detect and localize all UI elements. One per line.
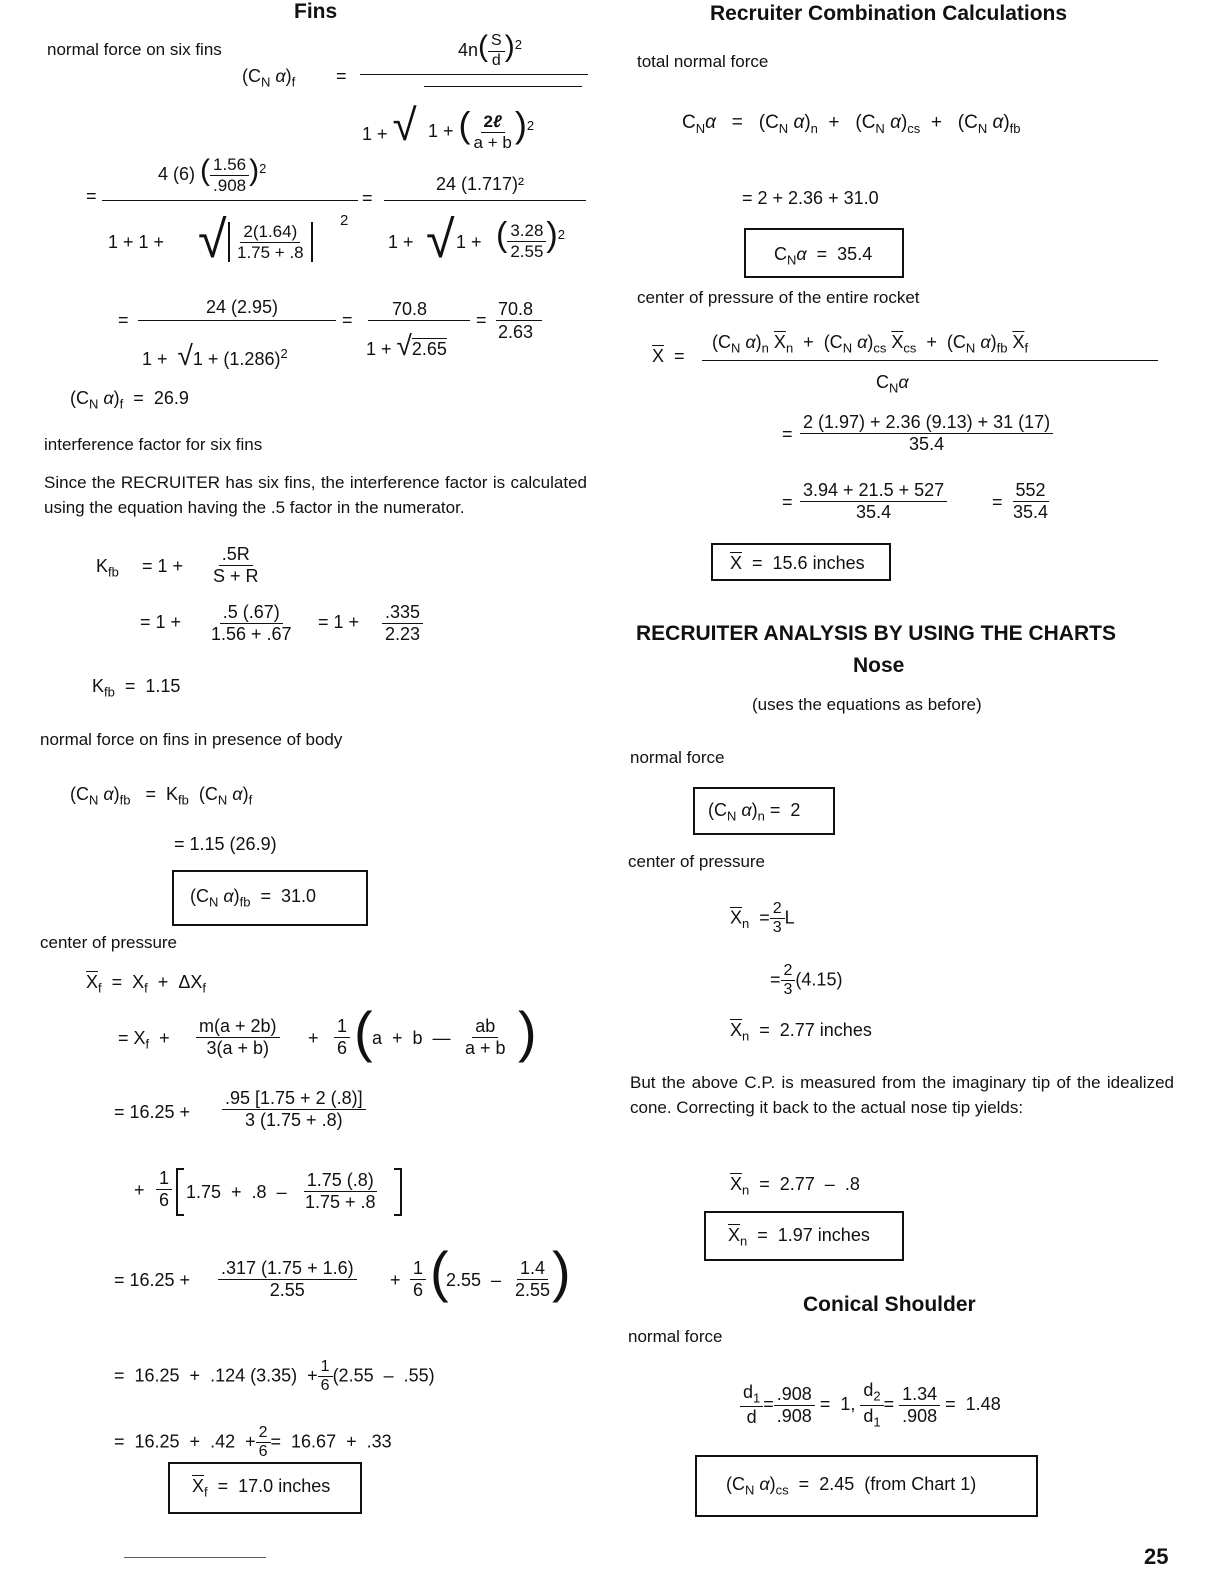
step3-bar xyxy=(138,320,336,321)
step3-numerator: 24 (2.95) xyxy=(206,297,279,317)
sqrt-symbol: √ xyxy=(198,211,227,269)
normal-force-label: normal force on six fins xyxy=(47,40,222,59)
eq-sign: = xyxy=(342,310,353,330)
kfb-eq2-a: = 1 + xyxy=(140,612,182,632)
xf-eq3-frac: $\frac{.95 [1.75 + 2 (.8)]}{3 (1.75 + .8)}$ xyxy=(222,1088,366,1130)
superscript-2: 2 xyxy=(340,212,349,229)
step2-bar xyxy=(384,200,586,201)
equals-sign: = xyxy=(336,66,347,86)
ratio-eq: $\frac{d_1}{d}$ = $\frac{.908}{.908}$ = 1, $\frac{d_2}{d_1}$ = $\frac{1.34}{.908}$ = 1.48 xyxy=(740,1380,1001,1430)
gen-denominator: 1 + √ xyxy=(362,101,417,150)
step4-denominator: 1 + √2.65 xyxy=(366,330,447,361)
xbar-numerator: ($C_N$ $\alpha)_n$ $\overline{X}_n + (C_N$ $\alpha)_{cs}$ $\overline{X}_{cs} + (C_N$ $\alpha)_{fb}$ $\overline{X}_f$ xyxy=(712,332,1029,356)
xf-eq6: = 16.25 + .124 (3.35) + $\frac{1}{6}$ (2.55 – .55) xyxy=(114,1358,435,1395)
nose-normal-force-label: normal force xyxy=(630,748,725,767)
xf-eq4-mid: 1.75 + .8 – xyxy=(186,1182,287,1202)
eq-sign: = xyxy=(992,492,1003,512)
cp-label: center of pressure xyxy=(40,933,178,952)
one-sixth: $\frac{1}{6}$ xyxy=(410,1258,426,1300)
step3-denominator: $1 + √1 + (1.286)^2$ xyxy=(142,340,288,371)
total-eq: $C_N\alpha = (C_N$ $\alpha)_n + (C_N$ $\alpha)_{cs} + (C_N$ $\alpha)_{fb}$ xyxy=(682,112,1021,136)
nose-cp-label: center of pressure xyxy=(628,852,766,871)
eq-sign: = xyxy=(86,186,97,206)
total-eq2: = 2 + 2.36 + 31.0 xyxy=(742,188,879,208)
xf-eq3-a: = 16.25 + xyxy=(114,1102,191,1122)
xn-eq3: $\overline{X}_n = 2.77$ inches xyxy=(730,1020,872,1044)
xbar-eq3-frac: $\frac{3.94 + 21.5 + 527}{35.4}$ xyxy=(800,480,947,522)
kfb-result: $K_{fb} = 1.15$ xyxy=(92,676,181,700)
xf-eq1: $\overline{X}_f = X_f + \Delta X_f$ xyxy=(86,972,206,996)
total-normal-force-label: total normal force xyxy=(637,52,769,71)
step4-bar xyxy=(368,320,470,321)
step1-bracket: $\frac{2(1.64)}{1.75 + .8}$ xyxy=(228,222,313,262)
xf-eq2-frac1: $\frac{m(a + 2b)}{3(a + b)}$ xyxy=(196,1016,280,1058)
kfb-eq1-frac: $\frac{.5R}{S + R}$ xyxy=(213,544,259,586)
eq-sign: = xyxy=(782,424,793,444)
bracket-close xyxy=(394,1168,402,1216)
eq-sign: = xyxy=(476,310,487,330)
xbar-lhs: $\overline{X}$ = xyxy=(652,346,685,366)
xf-eq5-a: = 16.25 + xyxy=(114,1270,191,1290)
one-sixth: $\frac{1}{6}$ xyxy=(334,1016,350,1058)
cs-result: ($C_N$ $\alpha)_{cs} = 2.45$ (from Chart 1) xyxy=(726,1474,977,1498)
kfb-eq1-a: = 1 + xyxy=(142,556,184,576)
xbar-bar xyxy=(702,360,1158,361)
fb-result: ($C_N$ $\alpha)_{fb} = 31.0$ xyxy=(190,886,317,910)
paren-close: ) xyxy=(518,1000,537,1063)
xf-eq5-frac: $\frac{.317 (1.75 + 1.6)}{2.55}$ xyxy=(218,1258,357,1300)
cna-f-result: ($C_N$ $\alpha)_f = 26.9$ xyxy=(70,388,189,412)
cna-f-lhs: ($C_N$ $\alpha)_f$ xyxy=(242,66,296,90)
nose-note: (uses the equations as before) xyxy=(752,695,982,714)
kfb-lhs: $K_{fb}$ xyxy=(96,556,119,580)
cp-entire-label: center of pressure of the entire rocket xyxy=(637,288,920,307)
total-result: $C_N\alpha = 35.4$ xyxy=(774,244,873,268)
xf-eq5-frac2: $\frac{1.4}{2.55}$ xyxy=(515,1258,551,1300)
plus-sign: + xyxy=(308,1028,319,1048)
shoulder-heading: Conical Shoulder xyxy=(803,1293,976,1316)
step2-den-a: 1 + xyxy=(388,232,414,252)
gen-numerator: 4n( $\frac{S}{d}$ )$^2$ xyxy=(458,30,522,69)
xn-result: $\overline{X}_n = 1.97$ inches xyxy=(728,1225,870,1249)
gen-fraction-bar xyxy=(360,74,588,75)
step1-numerator: 4 (6) ( $\frac{1.56}{.908}$ )$^2$ xyxy=(158,154,267,195)
eq-sign: = xyxy=(118,310,129,330)
step4-numerator: 70.8 xyxy=(392,299,428,319)
xf-eq2-a: = $X_f$ + xyxy=(118,1028,170,1052)
xn-eq1: $\overline{X}_n$ = $\frac{2}{3}$ L xyxy=(730,900,795,937)
step2-den-b: 1 + xyxy=(456,232,482,252)
bracket-open xyxy=(176,1168,184,1216)
nose-heading: Nose xyxy=(853,654,905,677)
step2-numerator: 24 (1.717)² xyxy=(436,174,525,194)
xf-result: $\overline{X}_f = 17.0$ inches xyxy=(192,1476,331,1500)
plus-sign: + xyxy=(390,1270,401,1290)
nose-paragraph: But the above C.P. is measured from the imaginary tip of the idealized cone. Correcting it back to the actual nose tip yields: xyxy=(630,1073,1174,1117)
sqrt-bar xyxy=(424,86,582,87)
one-sixth: $\frac{1}{6}$ xyxy=(156,1168,172,1210)
sqrt-symbol: √ xyxy=(426,211,455,269)
interference-label: interference factor for six fins xyxy=(44,435,263,454)
fins-body-label: normal force on fins in presence of body xyxy=(40,730,343,749)
xf-eq2-frac3: $\frac{ab}{a + b}$ xyxy=(465,1016,506,1058)
step1-den-a: 1 + 1 + xyxy=(108,232,165,252)
step5-numerator: 70.8 xyxy=(498,299,534,319)
xf-eq7: = 16.25 + .42 + $\frac{2}{6}$ = 16.67 + .33 xyxy=(114,1424,392,1461)
paren-open: ( xyxy=(430,1240,449,1303)
xbar-denominator: $C_N\alpha$ xyxy=(876,372,909,396)
nose-nf-result: ($C_N$ $\alpha)_n = 2$ xyxy=(708,800,801,824)
interference-paragraph: Since the RECRUITER has six fins, the interference factor is calculated using the equation having the .5 factor in the numerator. xyxy=(44,473,587,517)
eq-sign: = xyxy=(782,492,793,512)
fins-heading: Fins xyxy=(294,0,338,23)
fb-eq1: ($C_N$ $\alpha)_{fb} = K_{fb}$ ($C_N$ $\alpha)_f$ xyxy=(70,784,253,808)
step5-denominator: 2.63 xyxy=(498,322,534,342)
paren-open: ( xyxy=(354,1000,373,1063)
paren-close: ) xyxy=(552,1240,571,1303)
xbar-eq2-frac: $\frac{2 (1.97) + 2.36 (9.13) + 31 (17)}{35.4}$ xyxy=(800,412,1053,454)
fb-eq2: = 1.15 (26.9) xyxy=(174,834,277,854)
step2-den-frac: ( $\frac{3.28}{2.55}$ )$^2$ xyxy=(496,216,565,261)
shoulder-normal-force-label: normal force xyxy=(628,1327,723,1346)
eq-sign: = xyxy=(362,188,373,208)
kfb-eq2-frac2: $\frac{.335}{2.23}$ xyxy=(382,602,423,644)
xf-eq4-plus: + xyxy=(134,1180,145,1200)
gen-den-inner: 1 + ( $\frac{\text{2ℓ}}{a + b}$ )$^2$ xyxy=(428,104,535,152)
page-number: 25 xyxy=(1144,1544,1169,1569)
footnote-rule xyxy=(124,1557,266,1558)
combination-heading: Recruiter Combination Calculations xyxy=(710,2,1068,25)
xn-eq4: $\overline{X}_n = 2.77 - .8$ xyxy=(730,1174,860,1198)
xbar-eq3-frac2: $\frac{552}{35.4}$ xyxy=(1013,480,1049,522)
xf-eq2-mid: a + b — xyxy=(372,1028,451,1048)
xf-eq5-mid: 2.55 – xyxy=(446,1270,502,1290)
xf-eq4-frac: $\frac{1.75 (.8)}{1.75 + .8}$ xyxy=(305,1170,376,1212)
step1-bar xyxy=(102,200,358,201)
kfb-eq2-frac: $\frac{.5 (.67)}{1.56 + .67}$ xyxy=(211,602,292,644)
xn-eq2: = $\frac{2}{3}$ (4.15) xyxy=(770,962,843,999)
kfb-eq2-b: = 1 + xyxy=(318,612,360,632)
analysis-heading: RECRUITER ANALYSIS BY USING THE CHARTS xyxy=(636,622,1116,645)
xbar-result: $\overline{X} = 15.6$ inches xyxy=(730,553,865,573)
step5-bar xyxy=(496,320,542,321)
